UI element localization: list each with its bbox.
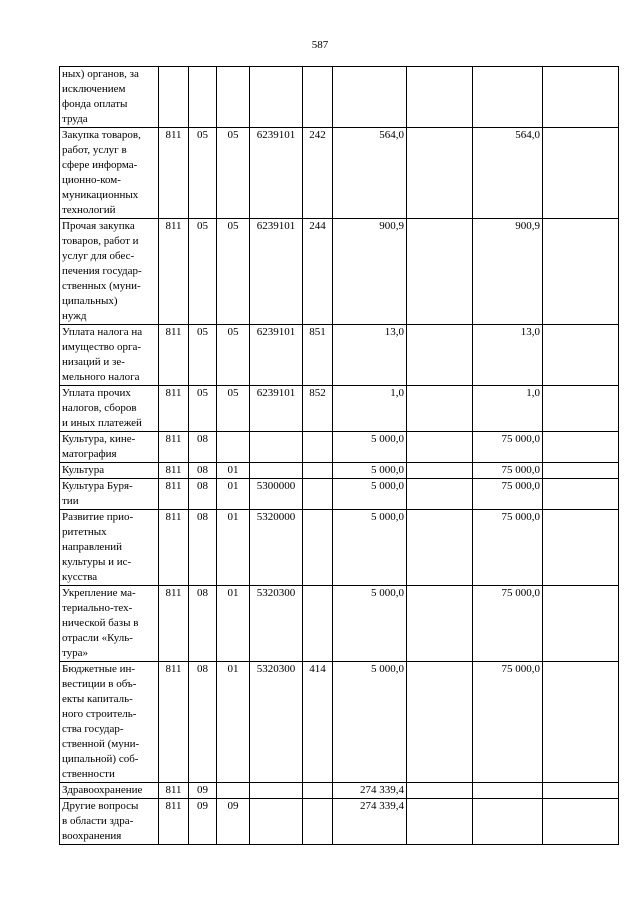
amount-2: [407, 799, 473, 845]
expense-type-code: [303, 510, 333, 586]
amount-1: 13,0: [333, 325, 407, 386]
ministry-code: [159, 67, 189, 128]
subsection-code: 01: [217, 479, 250, 510]
subsection-code: 01: [217, 463, 250, 479]
table-row: [60, 479, 619, 510]
table-row: [60, 463, 619, 479]
amount-2: [407, 586, 473, 662]
section-code: 05: [189, 219, 217, 325]
ministry-code: 811: [159, 510, 189, 586]
amount-4: [543, 219, 619, 325]
table-row: [60, 586, 619, 662]
section-code: 08: [189, 510, 217, 586]
amount-3: 1,0: [473, 386, 543, 432]
ministry-code: 811: [159, 479, 189, 510]
item-name: Прочая закупка товаров, работ и услуг для обес- печения государ- ственных (муни- ципальных) нужд: [60, 219, 159, 325]
subsection-code: [217, 432, 250, 463]
subsection-code: 05: [217, 386, 250, 432]
section-code: 09: [189, 783, 217, 799]
amount-3: 900,9: [473, 219, 543, 325]
ministry-code: 811: [159, 662, 189, 783]
article-code: [250, 463, 303, 479]
table-row: [60, 510, 619, 586]
ministry-code: 811: [159, 432, 189, 463]
expense-type-code: [303, 799, 333, 845]
amount-4: [543, 799, 619, 845]
table-row: [60, 67, 619, 128]
item-name: Культура Буря- тии: [60, 479, 159, 510]
article-code: [250, 799, 303, 845]
subsection-code: [217, 783, 250, 799]
article-code: [250, 783, 303, 799]
amount-4: [543, 432, 619, 463]
subsection-code: [217, 67, 250, 128]
amount-3: 75 000,0: [473, 586, 543, 662]
amount-4: [543, 128, 619, 219]
expense-type-code: 242: [303, 128, 333, 219]
subsection-code: 05: [217, 128, 250, 219]
item-name: Другие вопросы в области здра- воохранения: [60, 799, 159, 845]
expense-type-code: 852: [303, 386, 333, 432]
article-code: 5320000: [250, 510, 303, 586]
table-row: [60, 386, 619, 432]
ministry-code: 811: [159, 128, 189, 219]
amount-3: 13,0: [473, 325, 543, 386]
ministry-code: 811: [159, 586, 189, 662]
amount-2: [407, 128, 473, 219]
article-code: 6239101: [250, 219, 303, 325]
amount-1: 5 000,0: [333, 662, 407, 783]
subsection-code: 01: [217, 586, 250, 662]
article-code: 6239101: [250, 128, 303, 219]
article-code: 6239101: [250, 325, 303, 386]
table-row: [60, 219, 619, 325]
item-name: Культура, кине- матография: [60, 432, 159, 463]
article-code: [250, 67, 303, 128]
item-name: Культура: [60, 463, 159, 479]
amount-4: [543, 386, 619, 432]
section-code: 05: [189, 325, 217, 386]
item-name: Закупка товаров, работ, услуг в сфере информа- ционно-ком- муникационных технологий: [60, 128, 159, 219]
expense-type-code: [303, 67, 333, 128]
amount-4: [543, 479, 619, 510]
amount-3: 75 000,0: [473, 479, 543, 510]
subsection-code: 05: [217, 219, 250, 325]
amount-4: [543, 463, 619, 479]
table-row: [60, 799, 619, 845]
amount-2: [407, 219, 473, 325]
subsection-code: 09: [217, 799, 250, 845]
page-number: 587: [311, 39, 329, 51]
amount-2: [407, 386, 473, 432]
ministry-code: 811: [159, 386, 189, 432]
article-code: [250, 432, 303, 463]
expense-type-code: [303, 479, 333, 510]
article-code: 5300000: [250, 479, 303, 510]
amount-4: [543, 783, 619, 799]
table-row: [60, 432, 619, 463]
amount-3: [473, 783, 543, 799]
expense-type-code: [303, 586, 333, 662]
section-code: 08: [189, 479, 217, 510]
table-row: [60, 662, 619, 783]
ministry-code: 811: [159, 783, 189, 799]
expense-type-code: [303, 463, 333, 479]
amount-1: 5 000,0: [333, 463, 407, 479]
amount-3: 75 000,0: [473, 432, 543, 463]
section-code: 08: [189, 463, 217, 479]
amount-4: [543, 586, 619, 662]
amount-3: 75 000,0: [473, 510, 543, 586]
table-row: [60, 783, 619, 799]
article-code: 6239101: [250, 386, 303, 432]
amount-2: [407, 325, 473, 386]
amount-4: [543, 67, 619, 128]
item-name: Развитие прио- ритетных направлений культуры и ис- кусства: [60, 510, 159, 586]
amount-1: 564,0: [333, 128, 407, 219]
subsection-code: 01: [217, 510, 250, 586]
amount-1: 5 000,0: [333, 510, 407, 586]
section-code: 08: [189, 432, 217, 463]
item-name: Уплата прочих налогов, сборов и иных платежей: [60, 386, 159, 432]
item-name: ных) органов, за исключением фонда оплаты труда: [60, 67, 159, 128]
section-code: 08: [189, 662, 217, 783]
item-name: Здравоохранение: [60, 783, 159, 799]
section-code: 08: [189, 586, 217, 662]
amount-1: [333, 67, 407, 128]
amount-3: [473, 799, 543, 845]
expense-type-code: 244: [303, 219, 333, 325]
amount-1: 5 000,0: [333, 586, 407, 662]
section-code: 05: [189, 128, 217, 219]
amount-3: 75 000,0: [473, 463, 543, 479]
ministry-code: 811: [159, 219, 189, 325]
amount-2: [407, 662, 473, 783]
amount-3: [473, 67, 543, 128]
ministry-code: 811: [159, 799, 189, 845]
amount-1: 274 339,4: [333, 799, 407, 845]
item-name: Бюджетные ин- вестиции в объ- екты капиталь- ного строитель- ства государ- ственной (муни- ципальной) соб- ственности: [60, 662, 159, 783]
amount-4: [543, 662, 619, 783]
ministry-code: 811: [159, 325, 189, 386]
amount-3: 564,0: [473, 128, 543, 219]
subsection-code: 01: [217, 662, 250, 783]
ministry-code: 811: [159, 463, 189, 479]
article-code: 5320300: [250, 586, 303, 662]
amount-1: 5 000,0: [333, 479, 407, 510]
expense-type-code: 851: [303, 325, 333, 386]
amount-2: [407, 510, 473, 586]
amount-4: [543, 325, 619, 386]
amount-2: [407, 783, 473, 799]
section-code: 09: [189, 799, 217, 845]
amount-2: [407, 463, 473, 479]
item-name: Укрепление ма- териально-тех- нической базы в отрасли «Куль- тура»: [60, 586, 159, 662]
expense-type-code: [303, 432, 333, 463]
expense-type-code: 414: [303, 662, 333, 783]
item-name: Уплата налога на имущество орга- низаций и зе- мельного налога: [60, 325, 159, 386]
amount-1: 274 339,4: [333, 783, 407, 799]
amount-3: 75 000,0: [473, 662, 543, 783]
expense-type-code: [303, 783, 333, 799]
subsection-code: 05: [217, 325, 250, 386]
table-row: [60, 128, 619, 219]
amount-1: 1,0: [333, 386, 407, 432]
amount-1: 5 000,0: [333, 432, 407, 463]
amount-4: [543, 510, 619, 586]
amount-2: [407, 479, 473, 510]
amount-2: [407, 432, 473, 463]
budget-table: [59, 66, 619, 845]
section-code: [189, 67, 217, 128]
section-code: 05: [189, 386, 217, 432]
amount-2: [407, 67, 473, 128]
article-code: 5320300: [250, 662, 303, 783]
amount-1: 900,9: [333, 219, 407, 325]
table-row: [60, 325, 619, 386]
